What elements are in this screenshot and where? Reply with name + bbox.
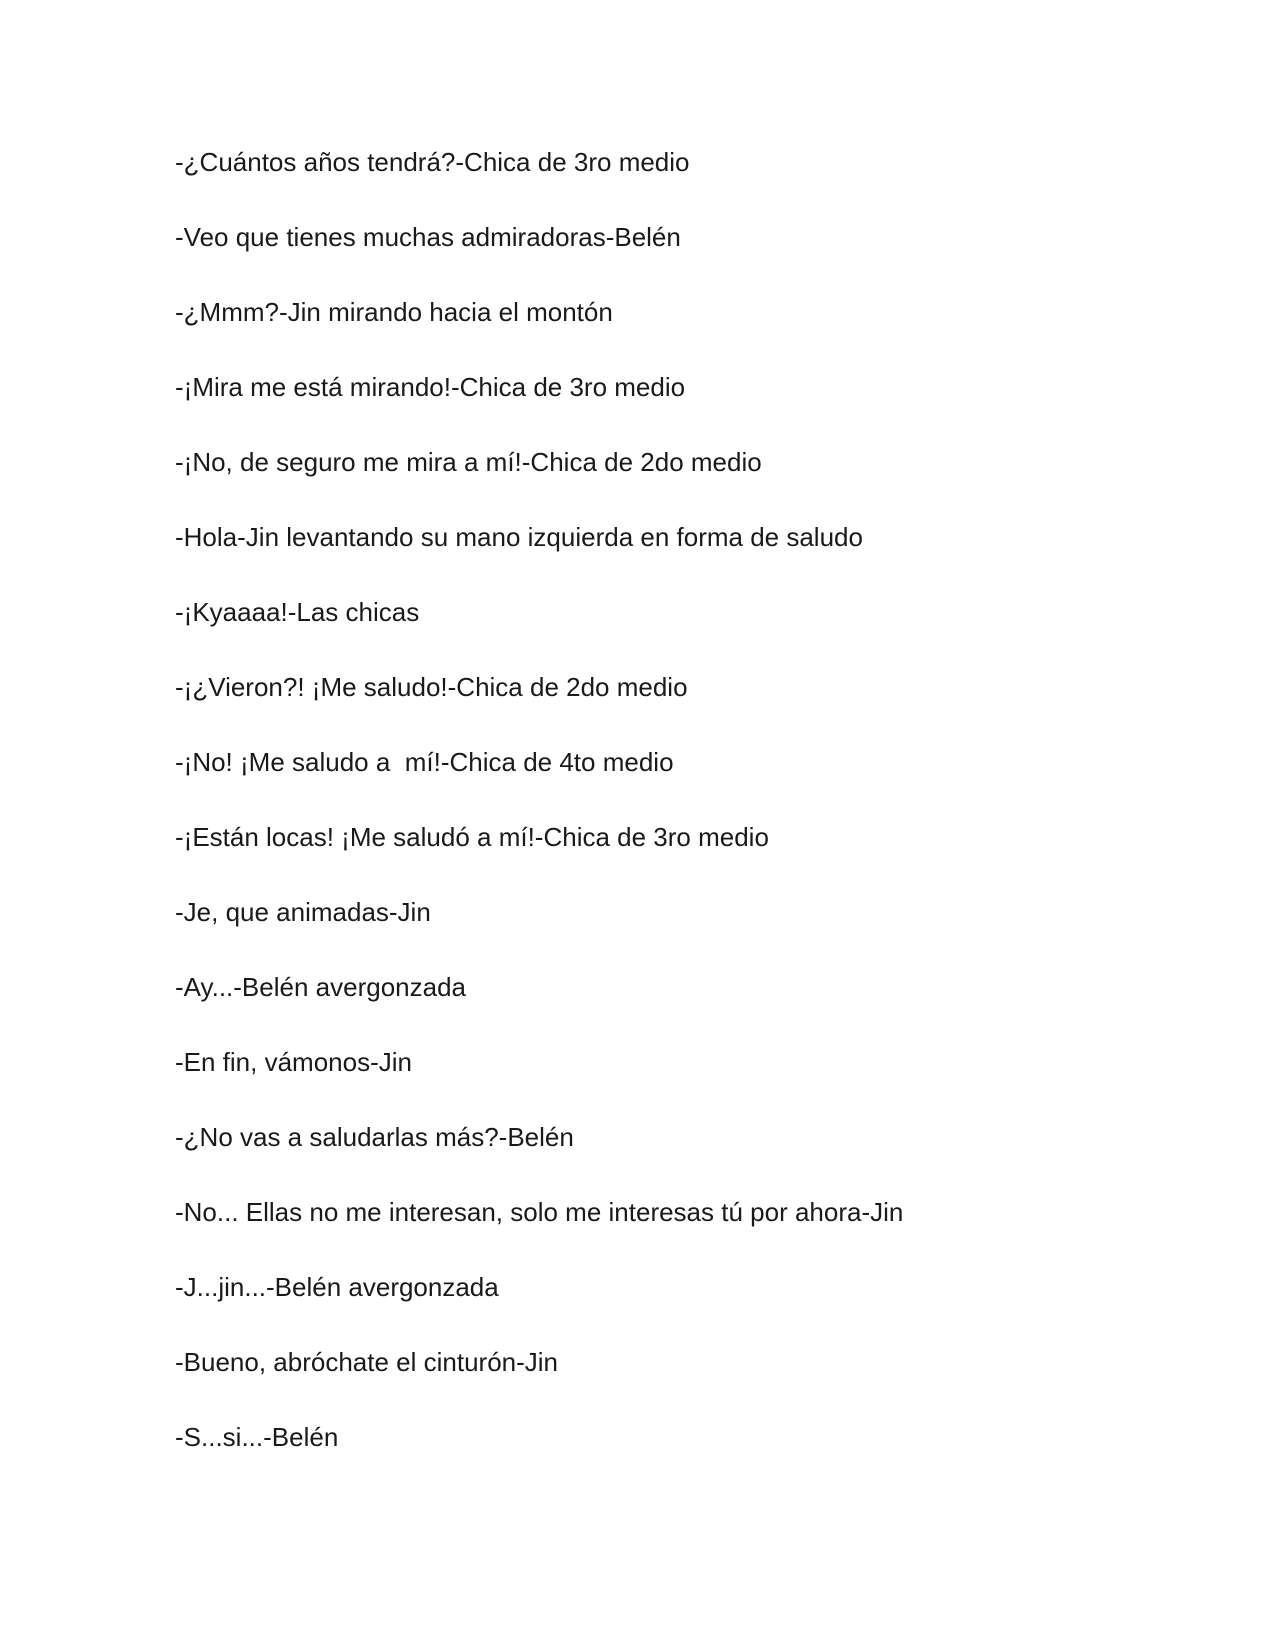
- dialogue-line: -Bueno, abróchate el cinturón-Jin: [175, 1347, 559, 1377]
- dialogue-line: -¡Mira me está mirando!-Chica de 3ro medio: [175, 372, 686, 402]
- dialogue-line: -¡No! ¡Me saludo a mí!-Chica de 4to medio: [175, 747, 674, 777]
- dialogue-line: -¿Cuántos años tendrá?-Chica de 3ro medio: [175, 147, 690, 177]
- dialogue-line: -¡¿Vieron?! ¡Me saludo!-Chica de 2do medio: [175, 672, 688, 702]
- dialogue-line: -No... Ellas no me interesan, solo me interesas tú por ahora-Jin: [175, 1197, 904, 1227]
- dialogue-line: -¡No, de seguro me mira a mí!-Chica de 2do medio: [175, 447, 762, 477]
- dialogue-line: -S...si...-Belén: [175, 1422, 339, 1452]
- dialogue-line: -¿No vas a saludarlas más?-Belén: [175, 1122, 574, 1152]
- dialogue-line: -¿Mmm?-Jin mirando hacia el montón: [175, 297, 613, 327]
- dialogue-line: -Ay...-Belén avergonzada: [175, 972, 466, 1002]
- dialogue-line: -¡Están locas! ¡Me saludó a mí!-Chica de 3ro medio: [175, 822, 769, 852]
- dialogue-block: [175, 145, 1175, 1495]
- dialogue-line: -¡Kyaaaa!-Las chicas: [175, 597, 420, 627]
- dialogue-line: -Je, que animadas-Jin: [175, 897, 431, 927]
- dialogue-line: -En fin, vámonos-Jin: [175, 1047, 412, 1077]
- dialogue-line: -Veo que tienes muchas admiradoras-Belén: [175, 222, 681, 252]
- dialogue-line: -J...jin...-Belén avergonzada: [175, 1272, 499, 1302]
- dialogue-line: -Hola-Jin levantando su mano izquierda en forma de saludo: [175, 522, 863, 552]
